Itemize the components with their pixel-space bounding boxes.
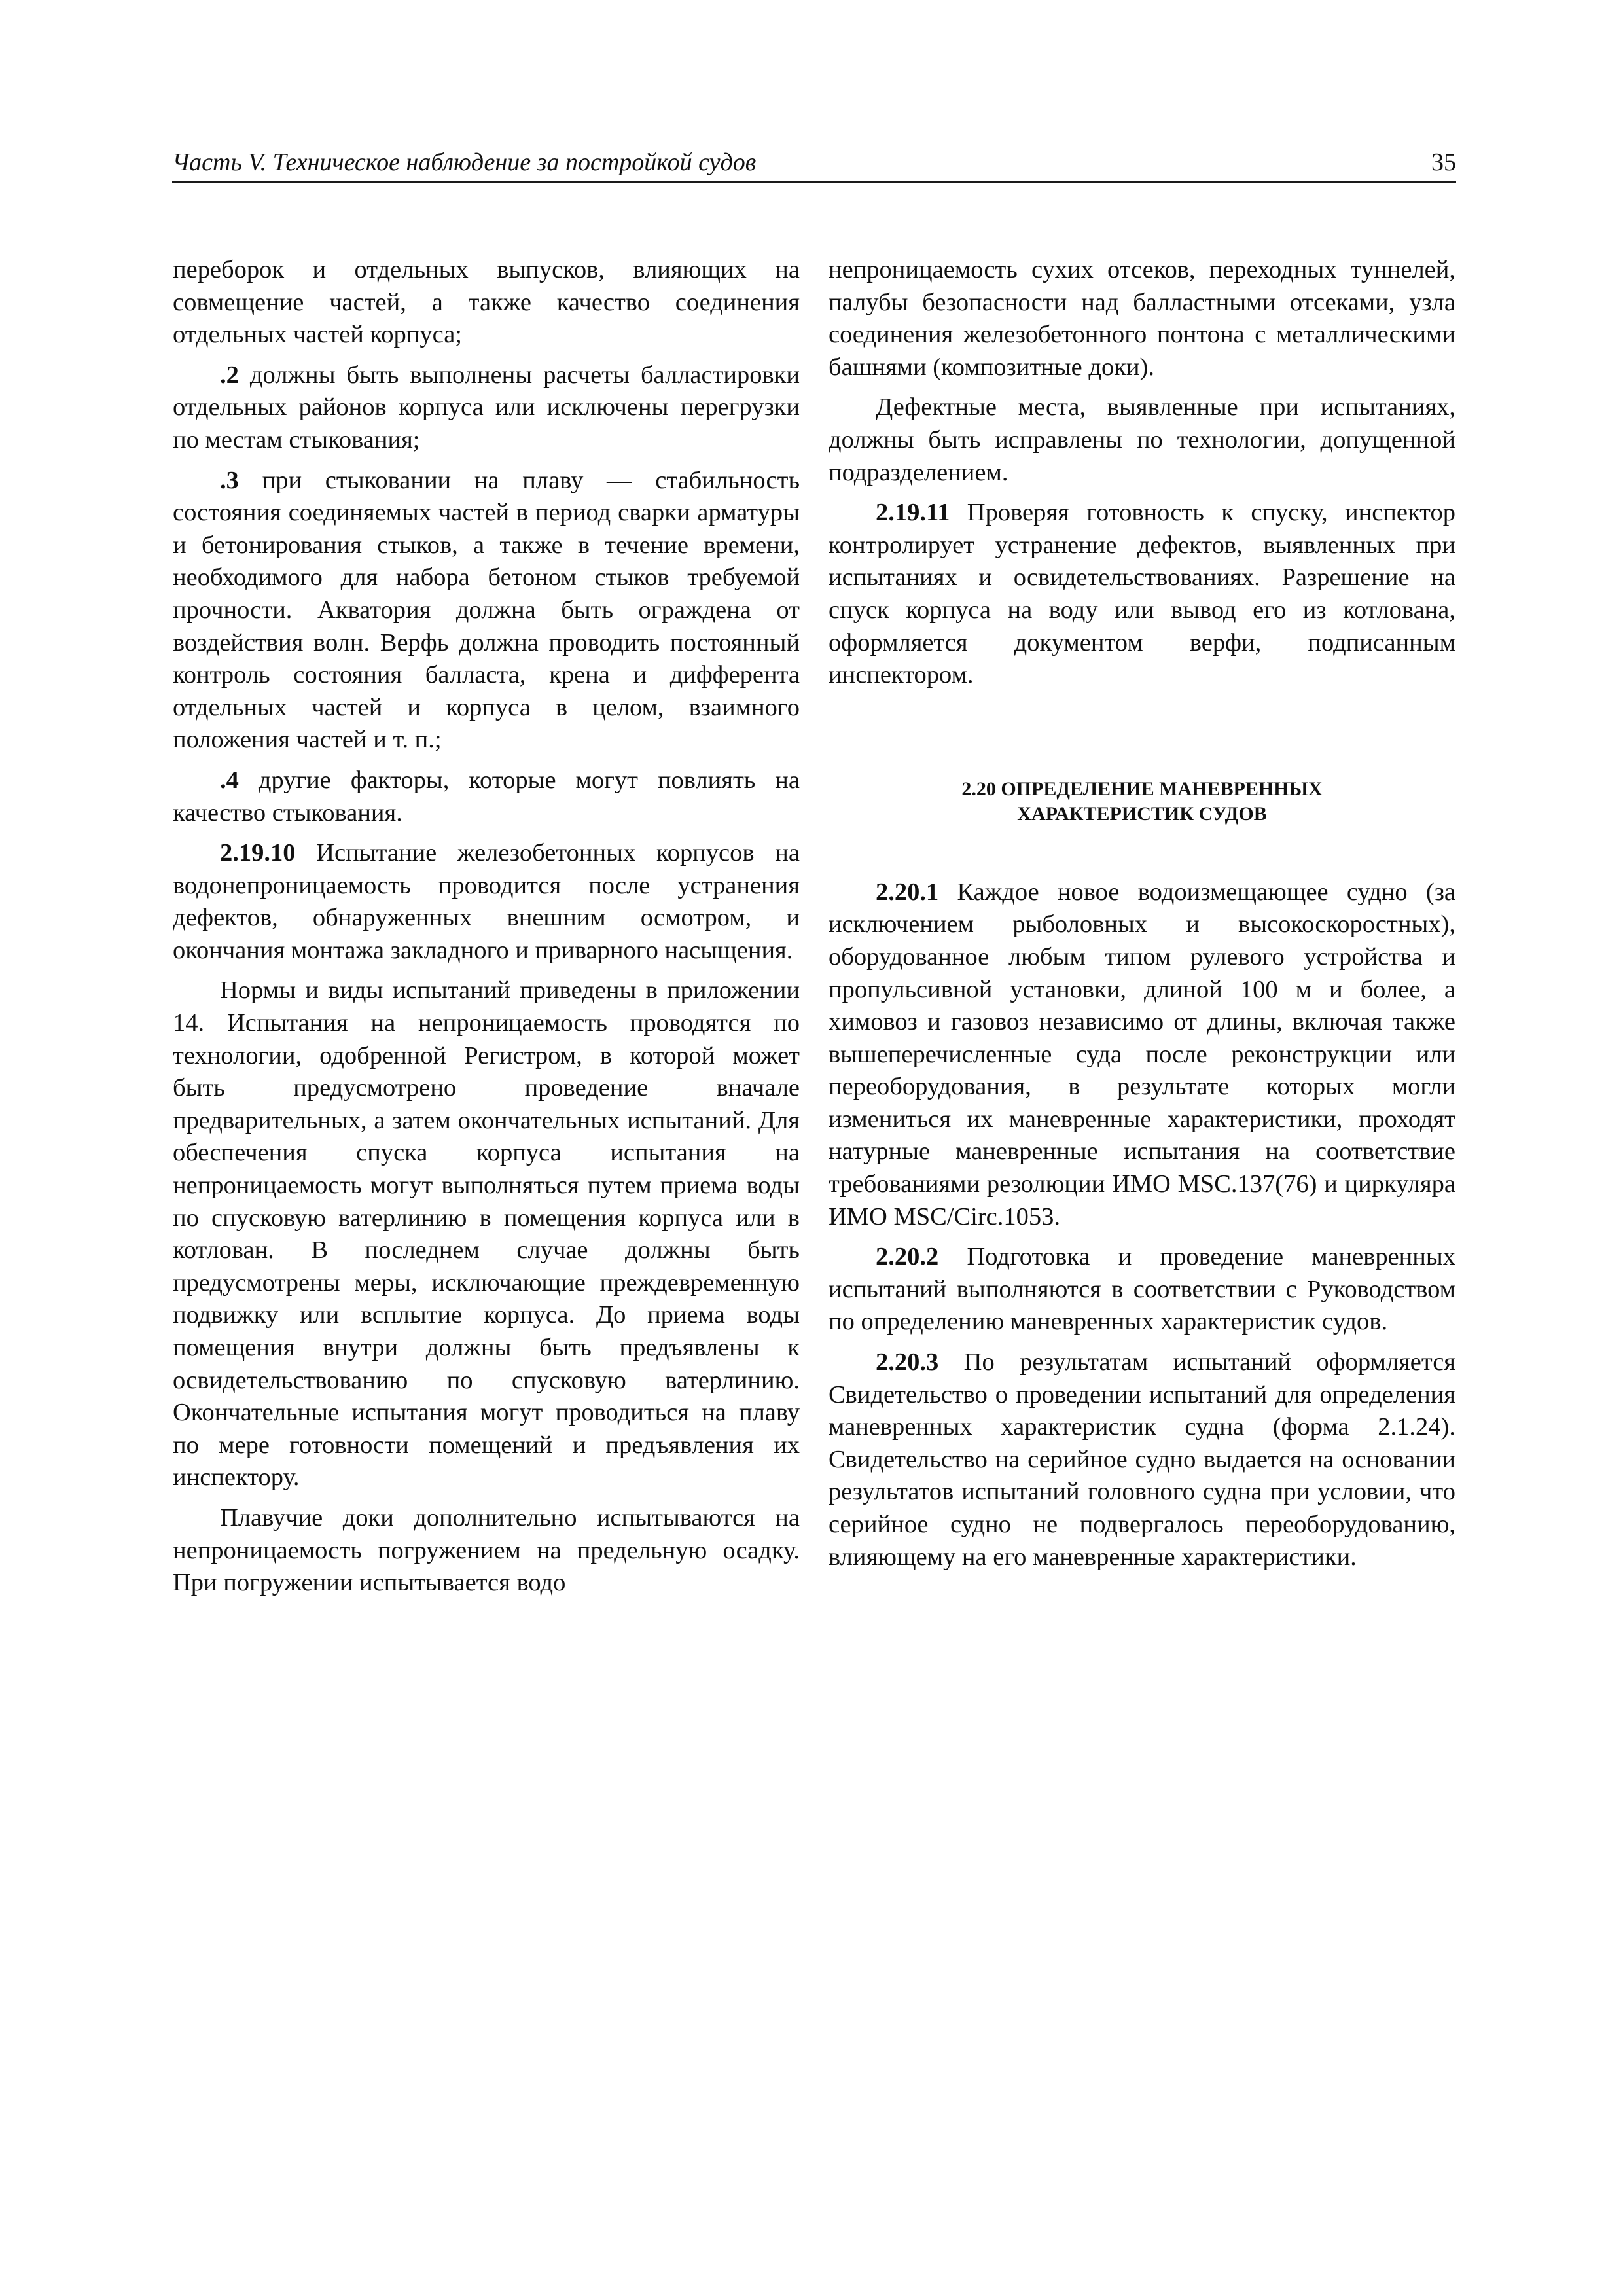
page-header	[172, 143, 1456, 183]
clause-number: 2.19.10	[220, 839, 296, 867]
item-number: .2	[220, 361, 239, 389]
paragraph	[173, 837, 800, 967]
paragraph: непроницаемость сухих отсеков, переходных туннелей, палубы безопасности над балластными отсеками, узла соединения железобетонного понтона с металлическими башнями (композитные доки).	[829, 256, 1455, 381]
left-column	[173, 254, 800, 1600]
item-number: .3	[220, 466, 239, 494]
paragraph	[173, 465, 800, 757]
paragraph	[829, 1241, 1455, 1338]
clause-number: 2.19.11	[876, 499, 950, 527]
paragraph	[173, 764, 800, 829]
paragraph-text: Подготовка и проведение маневренных испытаний выполняются в соответствии с Руководством по определению маневренных характеристик судов.	[829, 1243, 1455, 1336]
paragraph-text: Испытание железобетонных корпусов на водонепроницаемость проводится после устранения дефектов, обнаруженных внешним осмотром, и окончания монтажа закладного и приварного насыщения.	[173, 839, 800, 964]
clause-number: 2.20.3	[876, 1348, 939, 1376]
paragraph	[173, 359, 800, 457]
paragraph: Плавучие доки дополнительно испытываются на непроницаемость погружением на предельную осадку. При погружении испытывается водо	[173, 1503, 800, 1597]
right-column	[829, 254, 1455, 1573]
paragraph	[829, 876, 1455, 1234]
section-heading-line-1: 2.20 ОПРЕДЕЛЕНИЕ МАНЕВРЕННЫХ	[961, 778, 1323, 800]
paragraph-text: должны быть выполнены расчеты балластировки отдельных районов корпуса или исключены перегрузки по местам стыкования;	[173, 361, 800, 454]
paragraph-text: при стыковании на плаву — стабильность состояния соединяемых частей в период сварки арматуры и бетонирования стыков, а также в течение времени, необходимого для набора бетоном стыков требуемой прочности. Акватория должна быть ограждена от воздействия волн. Верфь должна проводить постоянный контроль состояния балласта, крена и дифферента отдельных частей и корпуса в целом, взаимного положения частей и т. п.;	[173, 466, 800, 754]
section-heading	[829, 777, 1455, 827]
paragraph-text: Проверяя готовность к спуску, инспектор контролирует устранение дефектов, выявленных при испытаниях и освидетельствованиях. Разрешение на спуск корпуса на воду или вывод его из котлована, оформляется документом верфи, подписанным инспектором.	[829, 499, 1455, 689]
paragraph: Нормы и виды испытаний приведены в приложении 14. Испытания на непроницаемость проводятся по технологии, одобренной Регистром, в которой может быть предусмотрено проведение вначале предварительных, а затем окончательных испытаний. Для обеспечения спуска корпуса испытания на непроницаемость могут выполняться путем приема воды по спусковую ватерлинию в помещения корпуса или в котлован. В последнем случае должны быть предусмотрены меры, исключающие преждевременную подвижку или всплытие корпуса. До приема воды помещения внутри должны быть предъявлены к освидетельствованию по спусковую ватерлинию. Окончательные испытания могут проводиться на плаву по мере готовности помещений и предъявления их инспектору.	[173, 977, 800, 1492]
paragraph-text: По результатам испытаний оформляется Свидетельство о проведении испытаний для определения маневренных характеристик судна (форма 2.1.24). Свидетельство на серийное судно выдается на основании результатов испытаний головного судна при условии, что серийное судно не подвергалось переоборудованию, влияющему на его маневренные характеристики.	[829, 1348, 1455, 1571]
paragraph	[829, 1346, 1455, 1573]
page-number: 35	[1431, 149, 1456, 176]
clause-number: 2.20.2	[876, 1243, 939, 1271]
paragraph-text: Каждое новое водоизмещающее судно (за исключением рыболовных и высокоскоростных), оборудованное любым типом рулевого устройства и пропульсивной установки, длиной 100 м и более, а химовоз и газовоз независимо от длины, включая также вышеперечисленные суда после реконструкции или переоборудования, в результате которых могли измениться их маневренные характеристики, проходят натурные маневренные испытания на соответствие требованиями резолюции ИМО MSC.137(76) и циркуляра ИМО MSC/Circ.1053.	[829, 878, 1455, 1230]
paragraph: Дефектные места, выявленные при испытаниях, должны быть исправлены по технологии, допущенной подразделением.	[829, 393, 1455, 486]
item-number: .4	[220, 766, 239, 794]
clause-number: 2.20.1	[876, 878, 939, 906]
paragraph	[829, 497, 1455, 692]
paragraph: переборок и отдельных выпусков, влияющих на совмещение частей, а также качество соединения отдельных частей корпуса;	[173, 256, 800, 349]
running-header-title: Часть V. Техническое наблюдение за постройкой судов	[172, 149, 757, 176]
section-heading-line-2: ХАРАКТЕРИСТИК СУДОВ	[1017, 802, 1267, 825]
paragraph-text: другие факторы, которые могут повлиять на качество стыкования.	[173, 766, 800, 827]
